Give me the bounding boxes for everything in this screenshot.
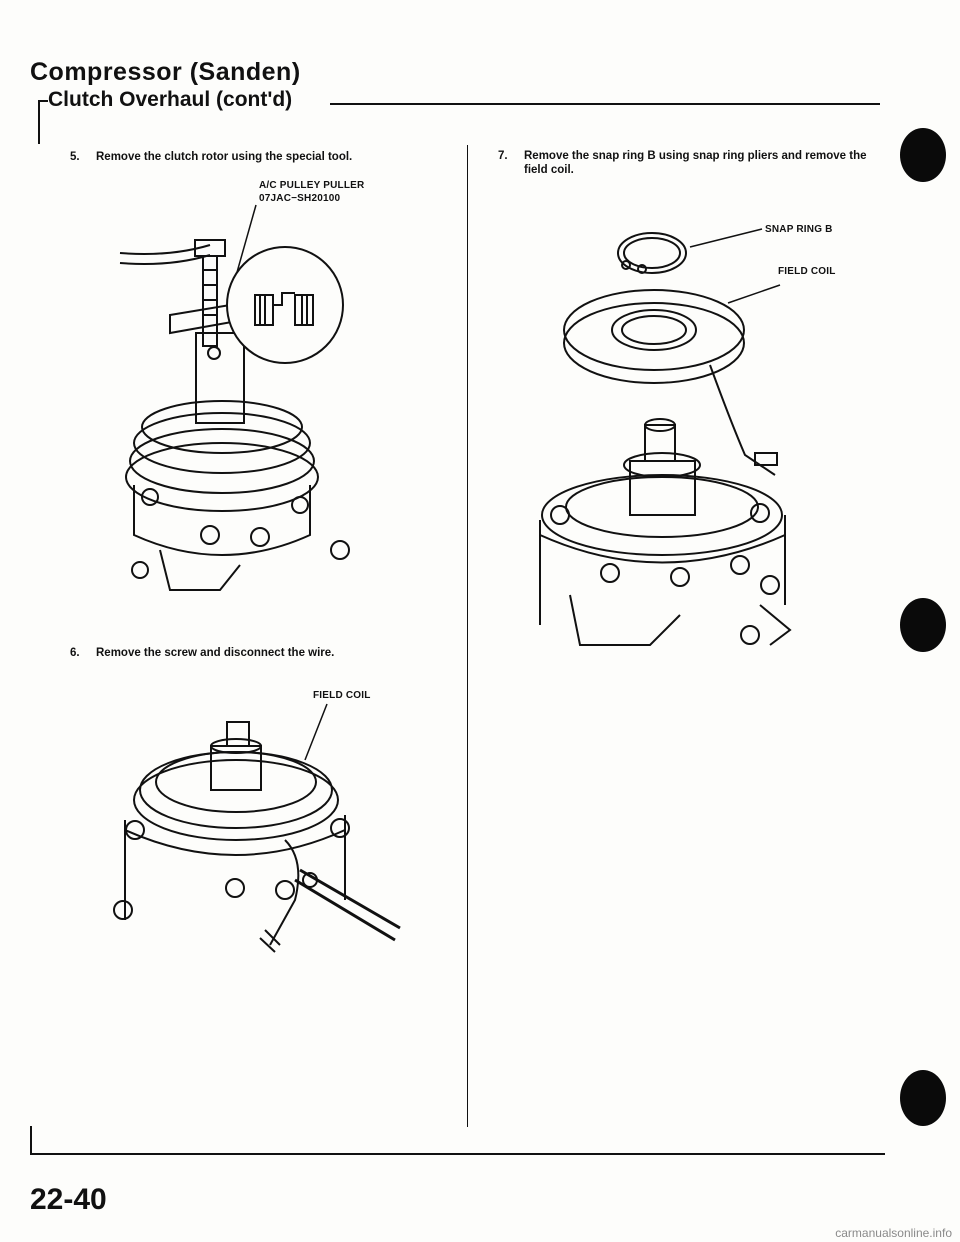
margin-dot-2 [900,598,946,652]
tool-name-label: A/C PULLEY PULLER [259,180,365,191]
page-number: 22-40 [30,1183,107,1216]
footer-rule-bracket [30,1126,32,1155]
watermark-footer: carmanualsonline.info [835,1226,952,1240]
step-6-number: 6. [70,647,80,659]
header-bracket-vertical [38,100,40,144]
section-title: Compressor (Sanden) [30,58,301,86]
section-subtitle: Clutch Overhaul (cont'd) [48,88,293,111]
footer-rule [30,1153,885,1155]
clutch-rotor-puller-illustration [110,205,360,600]
field-coil-label-step7: FIELD COIL [778,266,836,277]
step-6-text: Remove the screw and disconnect the wire. [96,647,335,659]
screw-wire-illustration [105,700,405,965]
margin-dot-3 [900,1070,946,1126]
field-coil-label-step6: FIELD COIL [313,690,371,701]
margin-dot-1 [900,128,946,182]
step-7-text: Remove the snap ring B using snap ring pliers and remove the field coil. [524,150,867,176]
step-7-number: 7. [498,150,508,162]
step-5-text: Remove the clutch rotor using the special tool. [96,151,353,163]
tool-number-label: 07JAC−SH20100 [259,193,341,204]
header-rule [330,103,880,105]
snap-ring-label: SNAP RING B [765,224,833,235]
step-5-number: 5. [70,151,80,163]
header-bracket-horizontal [38,100,48,102]
snap-ring-field-coil-illustration [530,215,820,655]
column-divider [467,145,468,1127]
